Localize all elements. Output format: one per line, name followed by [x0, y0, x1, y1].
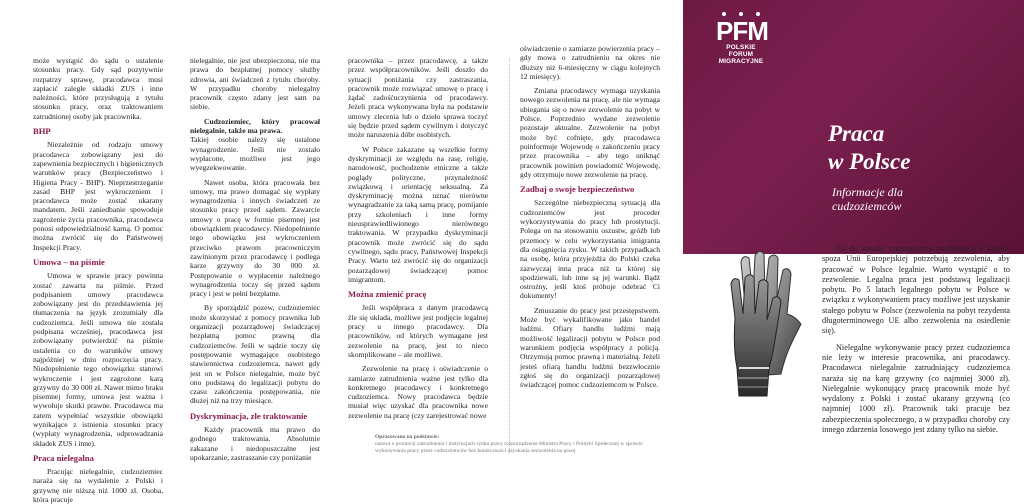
column-2	[190, 0, 320, 484]
column-1	[33, 0, 163, 504]
logo-dots	[716, 12, 766, 16]
paragraph: Zmiana pracodawcy wymaga uzyskania nowego zezwolenia na pracę, ale nie wymaga ubiegania się o nowe zezwolenie na pobyt w Polsce. Poprzednio wydane zezwolenie pozostaje aktualne. Zezwolenie na pobyt może być cofnięte, gdy pracodawca poinformuje Wojewodę o zakończeniu pracy przez pracownika – aby tego uniknąć pracownik powinien powiadomić Wojewodę, gdy otrzymuje nowe zezwolenie na pracę.	[520, 86, 660, 179]
paragraph: Każdy pracownik ma prawo do godnego traktowania. Absolutnie zakazane i niedopuszczalne jest upokarzanie, zastraszanie czy poniżanie	[190, 424, 320, 462]
section-heading-safety: Zadbaj o swoje bezpieczeństwo	[520, 184, 635, 195]
logo-line-1: POLSKIE FORUM	[726, 44, 756, 58]
footnote	[375, 434, 660, 454]
title-line-1: Praca	[828, 121, 885, 146]
logo-letters: PFM	[716, 16, 768, 46]
work-gloves-image	[723, 244, 808, 404]
paragraph: oświadczenie o zamiarze powierzenia pracy – gdy mowa o zatrudnieniu na okres nie dłuższy niż 6-miesięczny w ciągu kolejnych 12 miesięcy).	[520, 44, 660, 81]
column-divider	[509, 58, 510, 453]
section-heading-illegal-work: Praca nielegalna	[33, 452, 94, 463]
title-line-2: w Polsce	[828, 149, 911, 174]
paragraph: nielegalnie, nie jest ubezpieczona, nie ma prawa do bezpłatnej pomocy służby zdrowia, ani świadczeń z tytułu choroby. W przypadku choroby nielegalny pracownik często zdany jest sam na siebie.	[190, 56, 320, 112]
logo-line-2: MIGRACYJNE	[718, 58, 764, 65]
paragraph: Takiej osobie należy się ustalone wynagrodzenie. Jeśli nie zostało wypłacone, możliwe jest jego wyegzekwowanie.	[190, 135, 320, 173]
paragraph: Szczególne niebezpieczną sytuacją dla cudzoziemców jest proceder wykorzystywania do pracy lub prostytucji. Polega on na stosowaniu oszustw, gróźb lub przemocy w celu wykorzystania imigranta dla osiągnięcia zysku. W takich przypadkach na osobę, która przyjeżdża do Polski czeka zazwyczaj inna praca niż ta której się spodziewali, lub inne są jej warunki. Bądź ostrożny, jeśli ktoś próbuje odebrać Ci dokumenty!	[520, 198, 660, 301]
paragraph: W Polsce zakazane są wszelkie formy dyskryminacji ze względu na rasę, religię, narodowość, pochodzenie etniczne a także poglądy polityczne, przynależność związkową i orientację seksualną. Za dyskryminację można uznać nierówne wynagradzanie za taką samą pracę, pomijanie przy szkoleniach i inne formy nieusprawiedliwionego nierównego traktowania. W przypadku dyskryminacji pracownik może zwrócić się do sądu cywilnego, sądu pracy, Państwowej Inspekcji Pracy. Warto też zwrócić się do organizacji pozarządowej świadczącej pomoc imigrantom.	[348, 144, 488, 284]
footnote-text: ustawa o promocji zatrudnienia i instytucjach rynku pracy rozporządzenie Ministra Pracy i Polityki Społecznej w sprawie wykonywania pracy przez cudzoziemców bez konieczności uzyskania zezwolenia na pracę	[375, 440, 643, 454]
paragraph: Pracując nielegalnie, cudzoziemiec naraża się na wydalenie z Polski i grzywnę nie niższą niż 1000 zł. Osoba, która pracuje	[33, 467, 163, 504]
column-3	[348, 0, 488, 484]
paragraph: może wystąpić do sądu o ustalenie stosunku pracy. Gdy sąd pozytywnie rozpatrzy sprawę, pracodawca musi zapłacić zaległe składki ZUS i inne należności, które przysługują z tytułu stosunku pracy, oraz traktowaniem zatrudnionej osoby jak pracownika.	[33, 56, 163, 121]
footnote-label: Opracowano na podstawie:	[375, 434, 440, 440]
column-4	[520, 0, 660, 484]
paragraph: Zmuszanie do pracy jest przestępstwem. Może być wykalifikowane jako handel ludźmi. Ofiary handlu ludźmi mają możliwość legalizacji pobytu w Polsce pod warunkiem podjęcia współpracy z policją. Otrzymują pomoc prawną i materialną. Jeżeli jesteś ofiarą handlu ludźmi bezzwłocznie zgłoś się do organizacji pozarządowej świadczącej pomoc cudzoziemcom w Polsce.	[520, 305, 660, 390]
paragraph: Umowa w sprawie pracy powinna zostać zawarta na piśmie. Przed podpisaniem umowy pracodawca zobowiązany jest do przedstawienia jej tłumaczenia na język zrozumiały dla cudzoziemca. Jeśli umowa nie została podpisana wcześniej, pracodawca jest zobowiązany potwierdzić na piśmie ustalenia co do warunków umowy najpóźniej w dniu rozpoczęcia pracy. Niedopełnienie tego obowiązku stanowi wykroczenie i jest zagrożone karą grzywny do 30 000 zł. Nawet mimo braku pisemnej formy, umowa jest ważna i wywołuje skutki prawne. Pracodawca ma zatem wypełniać wszystkie obowiązki wynikające z istnienia stosunku pracy (wypłaty wynagrodzenia, odprowadzania składek ZUS i inne).	[33, 271, 163, 448]
subtitle-line-2: cudzoziemców	[832, 199, 902, 213]
subtitle-line-1: Informacje dla	[832, 185, 903, 199]
section-heading-discrimination: Dyskryminacja, złe traktowanie	[190, 410, 308, 421]
section-heading-written-contract: Umowa – na piśmie	[33, 256, 105, 267]
bold-statement: Cudzoziemiec, który pracował nielegalnie, także ma prawa.	[190, 116, 320, 136]
section-heading-change-job: Można zmienić pracę	[348, 289, 427, 300]
paragraph: Jeśli współpraca z danym pracodawcą źle się układa, możliwe jest podjęcie legalnej pracy u innego pracodawcy. Dla pracowników, od których wymagane jest zezwolenie na pracę, jest to nieco skomplikowane – ale możliwe.	[348, 303, 488, 359]
paragraph: Niezależnie od rodzaju umowy pracodawca zobowiązany jest do zapewnienia bezpiecznych i higienicznych warunków pracy (Bezpieczeństwo i Higiena Pracy - BHP). Nieprzestrzeganie zasad BHP jest wykroczeniem i pracodawca może zostać ukarany mandatem. Jeśli zaniedbanie spowoduje zagrożenie życia pracownika, pracodawca ponosi odpowiedzialność karną. O pomoc można zwrócić się do Państwowej Inspekcji Pracy.	[33, 140, 163, 252]
cover-subtitle	[832, 185, 903, 213]
paragraph: By sporządzić pozew, cudzoziemiec może skorzystać z pomocy prawnika lub organizacji pozarządowej świadczącej bezpłatną pomoc prawną dla cudzoziemców. Jeśli w sądzie toczy się postępowanie wymagające osobistego stawiennictwa cudzoziemca, nawet gdy jest on w Polsce nielegalnie, może być ono podstawą do legalizacji pobytu do czasu zakończenia postępowania, nie dłużej niż na trzy miesiące.	[190, 303, 320, 406]
paragraph: pracownika – przez pracodawcę, a także przez współpracowników. Jeśli doszło do sytuacji poniżania czy zastraszania, pracownik może rozwiązać umowę o pracę i żądać zadośćuczynienia od pracodawcy. Jeżeli praca wykonywana była na podstawie umowy zlecenia lub o dzieło sprawa toczyć się będzie przed sądem cywilnym i dotyczyć może naruszenia dóbr osobistych.	[348, 56, 488, 140]
intro-column	[822, 244, 1010, 441]
paragraph: Nielegalne wykonywanie pracy przez cudzoziemca nie leży w interesie pracownika, ani pracodawcy. Pracodawca nielegalnie zatrudniający cudzoziemca naraża się na karę grzywny (co najmniej 3000 zł). Nielegalnie wykonujący pracę pracownik może być wydalony z Polski i zostać ukarany grzywną (co najmniej 1000 zł). Pracownik taki pracuje bez zabezpieczenia społecznego, a w przypadku choroby czy innego zdarzenia losowego jest zdany tylko na siebie.	[822, 342, 1010, 435]
paragraph: Nawet osoba, która pracowała bez umowy, ma prawo domagać się wypłaty wynagrodzenia i innych świadczeń ze stosunku pracy przed sądem. Zawarcie umowy o pracę w formie pisemnej jest obowiązkiem pracodawcy. Niedopełnienie tego obowiązku jest wykroczeniem przeciwko prawom pracowniczym zawinionym przez pracodawcę i podlega karze grzywny do 30 000 zł. Postępowanie o wypłacenie należnego wynagrodzenia toczy się przed sądem pracy i jest w pełni bezpłatne.	[190, 177, 320, 299]
pfm-logo	[716, 18, 766, 65]
section-heading-bhp: BHP	[33, 126, 51, 137]
paragraph: Co do zasady, cudzoziemcy pochodzący z krajów spoza Unii Europejskiej potrzebują zezwolenia, aby pracować w Polsce legalnie. Warto wystąpić o to zezwolenie. Legalna praca jest podstawą legalizacji pobytu. Po 5 latach legalnego pobytu w Polsce w związku z wykonywaniem pracy możliwe jest uzyskanie stałego pobytu w Polsce (zezwolenia na pobyt rezydenta długoterminowego UE albo zezwolenia na osiedlenie się).	[822, 244, 1010, 336]
paragraph: Zezwolenie na pracę i oświadczenie o zamiarze zatrudnienia ważne jest tylko dla konkretnego pracodawcy i konkretnego cudzoziemca. Nowy pracodawca będzie musiał więc uzyskać dla pracownika nowe zezwolenie na pracę (czy zarejestrować nowe	[348, 364, 488, 420]
cover-title	[828, 120, 910, 176]
